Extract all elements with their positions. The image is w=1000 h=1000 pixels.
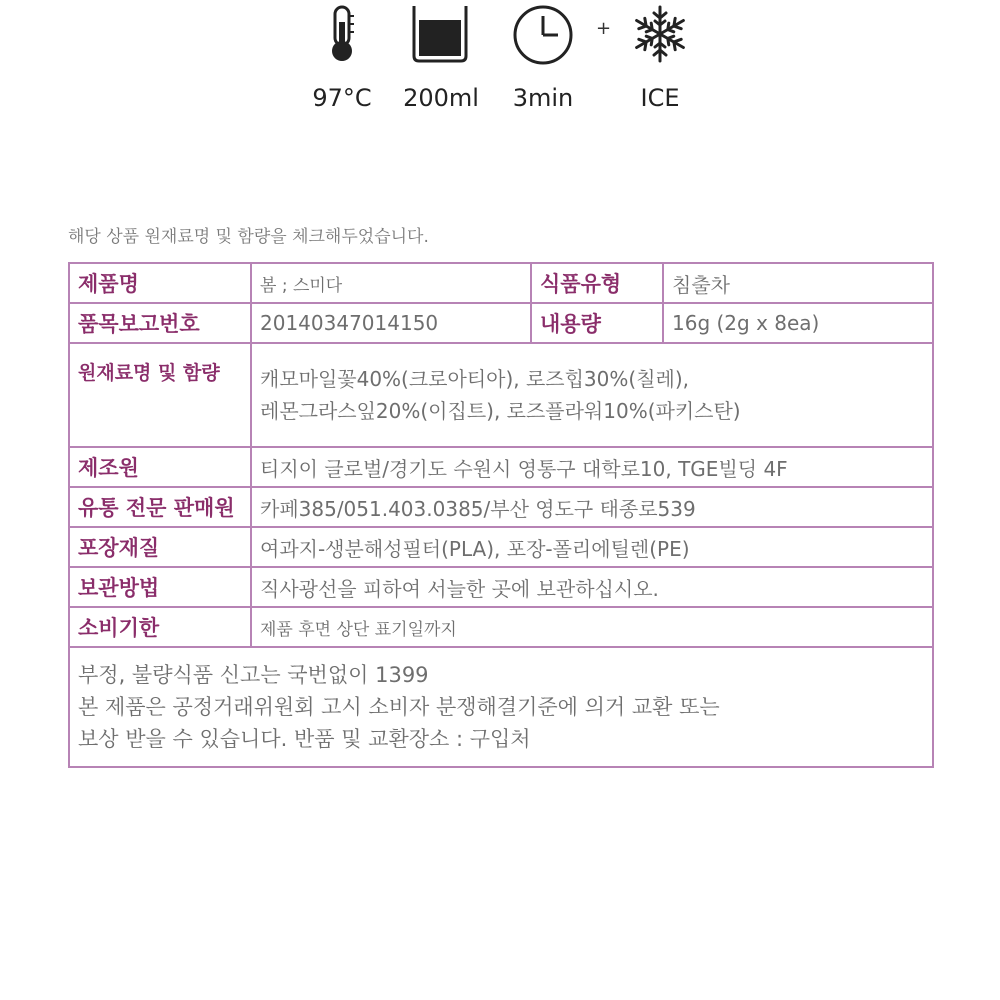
ingredients-label: 원재료명 및 함량 [69, 343, 251, 447]
seller-label: 유통 전문 판매원 [69, 487, 251, 527]
snowflake-icon [630, 4, 690, 64]
table-row [69, 447, 933, 487]
packaging-label: 포장재질 [69, 527, 251, 567]
notice-line: 보상 받을 수 있습니다. 반품 및 교환장소 : 구입처 [78, 727, 531, 751]
packaging-value: 여과지-생분해성필터(PLA), 포장-폴리에틸렌(PE) [251, 527, 933, 567]
table-row [69, 567, 933, 607]
seller-value: 카페385/051.403.0385/부산 영도구 태종로539 [251, 487, 933, 527]
table-row [69, 487, 933, 527]
volume-label: 200ml [403, 84, 479, 112]
consumer-notice [69, 647, 933, 767]
expiry-label: 소비기한 [69, 607, 251, 647]
volume-label: 내용량 [531, 303, 663, 343]
table-row [69, 263, 933, 303]
expiry-value: 제품 후면 상단 표기일까지 [251, 607, 933, 647]
food-type-label: 식품유형 [531, 263, 663, 303]
ice-label: ICE [640, 84, 680, 112]
food-type-value: 침출차 [663, 263, 933, 303]
table-row [69, 343, 933, 447]
manufacturer-value: 티지이 글로벌/경기도 수원시 영통구 대학로10, TGE빌딩 4F [251, 447, 933, 487]
manufacturer-label: 제조원 [69, 447, 251, 487]
notice-line: 부정, 불량식품 신고는 국번없이 1399 [78, 663, 429, 687]
report-number-value: 20140347014150 [251, 303, 531, 343]
product-name-label: 제품명 [69, 263, 251, 303]
volume-value: 16g (2g x 8ea) [663, 303, 933, 343]
product-info-table [68, 262, 934, 768]
storage-label: 보관방법 [69, 567, 251, 607]
notice-line: 본 제품은 공정거래위원회 고시 소비자 분쟁해결기준에 의거 교환 또는 [78, 695, 720, 719]
ingredients-line: 캐모마일꽃40%(크로아티아), 로즈힙30%(칠레), [260, 367, 689, 391]
ingredients-value [251, 343, 933, 447]
table-row [69, 647, 933, 767]
time-label: 3min [512, 84, 574, 112]
ingredients-line: 레몬그라스잎20%(이집트), 로즈플라워10%(파키스탄) [260, 399, 741, 423]
temperature-label: 97°C [312, 84, 372, 112]
table-row [69, 607, 933, 647]
clock-icon [512, 4, 574, 66]
table-row [69, 527, 933, 567]
brewing-guide [0, 0, 1000, 130]
storage-value: 직사광선을 피하여 서늘한 곳에 보관하십시오. [251, 567, 933, 607]
thermometer-icon [320, 4, 364, 64]
plus-sign: + [596, 18, 612, 39]
table-row [69, 303, 933, 343]
product-name-value: 봄 ; 스미다 [251, 263, 531, 303]
ingredient-note: 해당 상품 원재료명 및 함량을 체크해두었습니다. [68, 227, 429, 247]
report-number-label: 품목보고번호 [69, 303, 251, 343]
cup-icon [410, 4, 470, 64]
